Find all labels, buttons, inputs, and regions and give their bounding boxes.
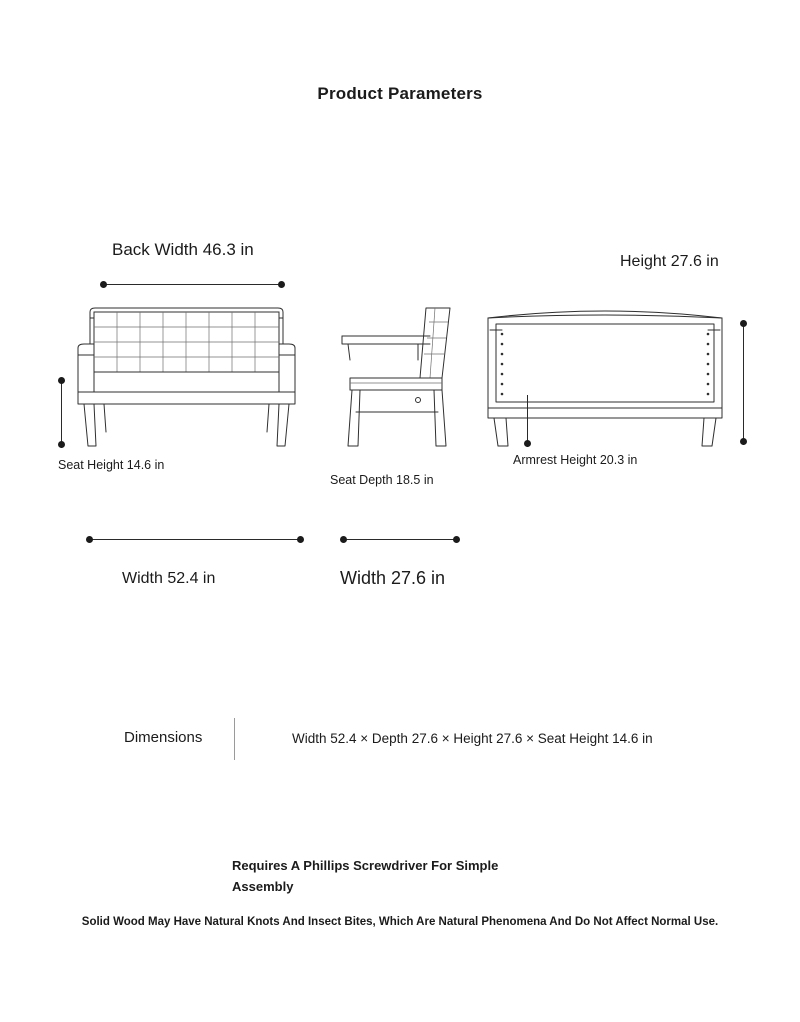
back-width-endpoint-right — [278, 281, 285, 288]
front-width-dimension-line — [90, 539, 302, 540]
wood-note: Solid Wood May Have Natural Knots And Insect Bites, Which Are Natural Phenomena And Do Not Affect Normal Use. — [81, 916, 719, 928]
dimensions-row-label: Dimensions — [124, 729, 203, 746]
side-width-endpoint-left — [340, 536, 347, 543]
armrest-height-label: Armrest Height 20.3 in — [513, 453, 638, 467]
assembly-note: Requires A Phillips Screwdriver For Simple Assembly — [232, 858, 499, 894]
side-width-label: Width 27.6 in — [340, 568, 446, 588]
side-width-dimension-line — [344, 539, 456, 540]
seat-height-endpoint-top — [58, 377, 65, 384]
front-width-endpoint-left — [86, 536, 93, 543]
seat-height-label: Seat Height 14.6 in — [58, 458, 165, 472]
seat-depth-label: Seat Depth 18.5 in — [330, 473, 434, 487]
dimensions-row-value: Width 52.4 × Depth 27.6 × Height 27.6 × Seat Height 14.6 in — [292, 731, 653, 746]
page-title: Product Parameters — [317, 84, 483, 103]
front-width-endpoint-right — [297, 536, 304, 543]
front-width-label: Width 52.4 in — [122, 570, 216, 587]
armrest-height-endpoint — [524, 440, 531, 447]
back-view-illustration — [480, 300, 730, 460]
seat-height-endpoint-bottom — [58, 441, 65, 448]
seat-height-dimension-line — [61, 380, 62, 448]
front-view-illustration — [60, 300, 320, 460]
height-endpoint-bottom — [740, 438, 747, 445]
dimensions-row-divider — [234, 718, 235, 760]
back-width-label: Back Width 46.3 in — [112, 240, 254, 259]
side-view-illustration — [330, 300, 470, 460]
side-width-endpoint-right — [453, 536, 460, 543]
back-width-endpoint-left — [100, 281, 107, 288]
height-dimension-line — [743, 325, 744, 445]
back-width-dimension-line — [104, 284, 284, 285]
height-endpoint-top — [740, 320, 747, 327]
height-label: Height 27.6 in — [620, 253, 719, 270]
